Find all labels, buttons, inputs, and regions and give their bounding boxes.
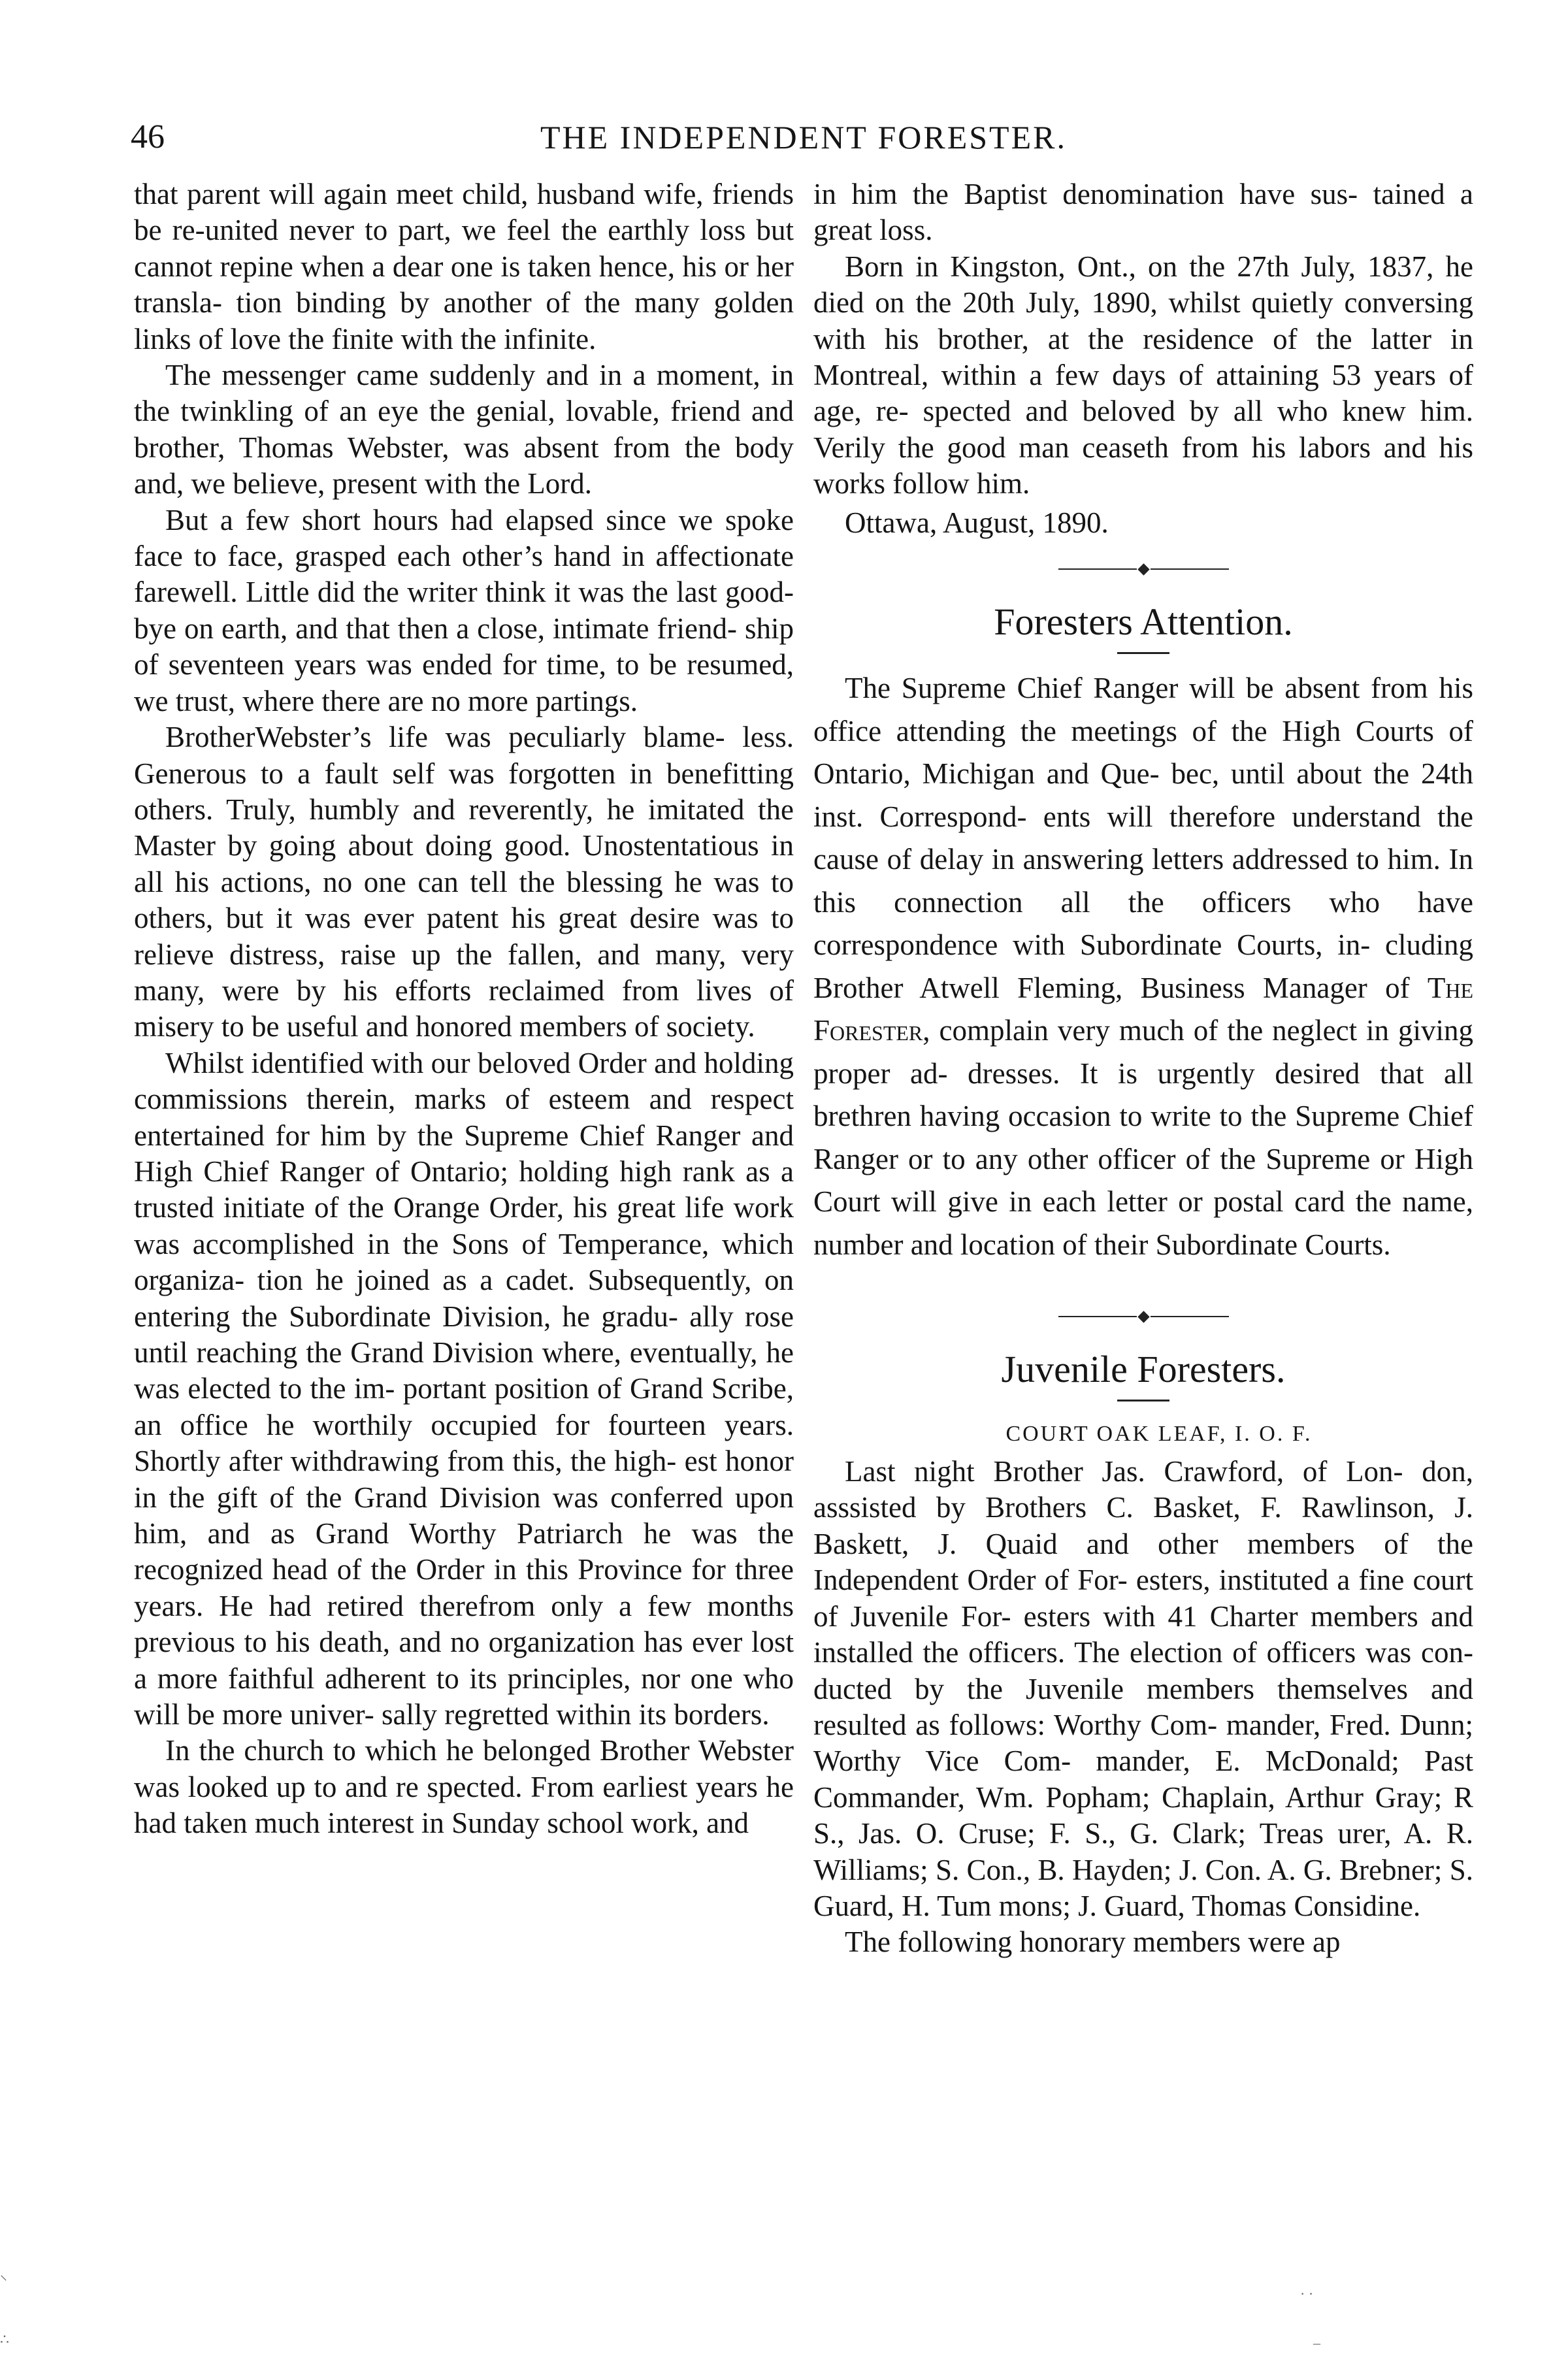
print-speck: · ·	[1300, 2286, 1314, 2302]
right-column	[813, 176, 1473, 2255]
divider-rule	[1151, 1316, 1229, 1317]
paragraph: The messenger came suddenly and in a moment, in the twinkling of an eye the genial, lovable, friend and brother, Thomas Webster, was absent from the body and, we believe, present with the Lord.	[134, 359, 794, 500]
section-heading: Juvenile Foresters.	[1001, 1348, 1286, 1391]
paragraph-text: , complain very much of the neglect in giving proper ad- dresses. It is urgently desired that all brethren having occasion to write to the Supreme Chief Ranger or to any other officer of the Supreme or High Court will give in each letter or postal card the name, number and location of their Subordinate Courts.	[813, 1014, 1473, 1261]
section-heading: Foresters Attention.	[994, 600, 1293, 644]
paragraph: The following honorary members were ap	[845, 1926, 1341, 1959]
spacer	[813, 1266, 1473, 1288]
signoff: Ottawa, August, 1890.	[845, 506, 1109, 539]
heading-rule	[1117, 1400, 1169, 1401]
paragraph: Whilst identified with our beloved Order and holding commissions therein, marks of esteem and respect entertained for him by the Supreme Chief Ranger and High Chief Ranger of Ontario; holding high rank as a trusted initiate of the Orange Order, his great life work was accomplished in the Sons of Temperance, which organiza- tion he joined as a cadet. Subsequently, on entering the Subordinate Division, he gradu- ally rose until reaching the Grand Division where, eventually, he was elected to the im- portant position of Grand Scribe, an office he worthily occupied for fourteen years. Shortly after withdrawing from this, the high- est honor in the gift of the Grand Division was conferred upon him, and as Grand Worthy Patriarch he was the recognized head of the Order in this Province for three years. He had retired therefrom only a few months previous to his death, and no organization has ever lost a more faithful adherent to its principles, nor one who will be more univer- sally regretted within its borders.	[134, 1046, 794, 1731]
paragraph: But a few short hours had elapsed since we spoke face to face, grasped each other’s hand in affectionate farewell. Little did the writer think it was the last good-bye on earth, and that then a close, intimate friend- ship of seventeen years was ended for time, to be resumed, we trust, where there are no more partings.	[134, 503, 794, 717]
section-subheading: COURT OAK LEAF, I. O. F.	[1005, 1422, 1313, 1447]
print-speck: ⸌	[0, 2272, 8, 2289]
running-title: THE INDEPENDENT FORESTER.	[540, 119, 1067, 156]
paragraph: In the church to which he belonged Brother Webster was looked up to and re spected. From earliest years he had taken much interest in Sunday school work, and	[134, 1734, 794, 1840]
publication-name: The Forester	[813, 971, 1473, 1047]
paragraph: that parent will again meet child, husband wife, friends be re-united never to part, we feel the earthly loss but cannot repine when a dear one is taken hence, his or her transla- tion binding by another of the many golden links of love the finite with the infinite.	[134, 178, 794, 355]
divider-rule	[1058, 1316, 1137, 1317]
paragraph: Last night Brother Jas. Crawford, of Lon- don, asssisted by Brothers C. Basket, F. Rawlinson, J. Baskett, J. Quaid and other members of the Independent Order of For- esters, instituted a fine court of Juvenile For- esters with 41 Charter members and installed the officers. The election of officers was con- ducted by the Juvenile members themselves and resulted as follows: Worthy Com- mander, Fred. Dunn; Worthy Vice Com- mander, E. McDonald; Past Commander, Wm. Popham; Chaplain, Arthur Gray; R S., Jas. O. Cruse; F. S., G. Clark; Treas urer, A. R. Williams; S. Con., B. Hayden; J. Con. A. G. Brebner; S. Guard, H. Tum mons; J. Guard, Thomas Considine.	[813, 1455, 1473, 1922]
paragraph: in him the Baptist denomination have sus- tained a great loss.	[813, 178, 1473, 247]
left-column	[134, 176, 794, 2255]
paragraph: BrotherWebster’s life was peculiarly blame- less. Generous to a fault self was forgotten in benefitting others. Truly, humbly and reverently, he imitated the Master by going about doing good. Unostentatious in all his actions, no one can tell the blessing he was to others, but it was ever patent his great desire was to relieve distress, raise up the fallen, and many, very many, were by his efforts reclaimed from lives of misery to be useful and honored members of society.	[134, 721, 794, 1043]
paragraph-text: The Supreme Chief Ranger will be absent from his office attending the meetings of the High Courts of Ontario, Michigan and Que- bec, until about the 24th inst. Correspond- ents will therefore understand the cause of delay in answering letters addressed to him. In this connection all the officers who have correspondence with Subordinate Courts, in- cluding Brother Atwell Fleming, Business Manager of	[813, 672, 1473, 1004]
page-number: 46	[131, 118, 165, 156]
section-divider-ornament	[813, 1294, 1473, 1339]
divider-rule	[1151, 568, 1229, 570]
diamond-icon	[1137, 1311, 1149, 1322]
paragraph: Born in Kingston, Ont., on the 27th July, 1837, he died on the 20th July, 1890, whilst quietly conversing with his brother, at the residence of the latter in Montreal, within a few days of attaining 53 years of age, re- spected and beloved by all who knew him. Verily the good man ceaseth from his labors and his works follow him.	[813, 250, 1473, 500]
diamond-icon	[1137, 563, 1149, 575]
print-speck: –	[1313, 2335, 1320, 2351]
print-speck: ∴	[0, 2331, 9, 2348]
paragraph	[813, 667, 1473, 1266]
divider-rule	[1058, 568, 1137, 570]
section-divider-ornament	[813, 546, 1473, 592]
page-header	[131, 114, 1477, 160]
heading-rule	[1117, 652, 1169, 654]
